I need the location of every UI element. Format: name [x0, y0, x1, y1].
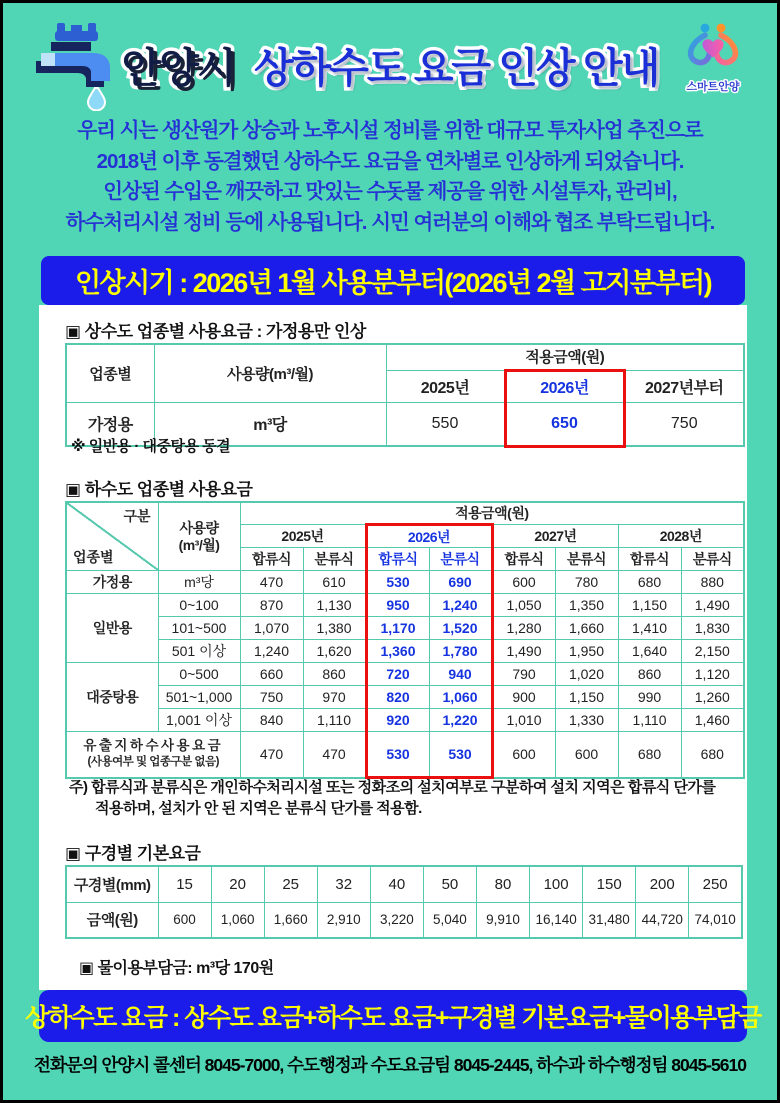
fee-cell: 1,150 [555, 686, 618, 709]
diameter-size: 32 [317, 866, 370, 902]
year-header-2026: 2026년 [366, 525, 492, 548]
year-header-2026: 2026년 [505, 370, 624, 402]
diameter-row-label: 구경별(mm) [66, 866, 158, 902]
fee-cell-2026: 950 [366, 594, 429, 617]
fee-cell-2026: 720 [366, 663, 429, 686]
diameter-heading: ▣ 구경별 기본요금 [65, 844, 201, 863]
header [3, 19, 777, 111]
diag-label-top: 구분 [123, 508, 151, 524]
fee-cell: 860 [303, 663, 366, 686]
amount-cell: 44,720 [636, 902, 689, 938]
fee-cell: 470 [303, 732, 366, 778]
smart-anyang-heart-people-icon [681, 21, 745, 75]
title-city: 안양시 [121, 45, 235, 91]
sewage-note-line1: 주) 합류식과 분류식은 개인하수처리시설 또는 정화조의 설치여부로 구분하여 설치 지역은 합류식 단가를 [69, 779, 716, 796]
fee-cell: 780 [555, 571, 618, 594]
fee-cell: 470 [240, 571, 303, 594]
fee-cell: 1,350 [555, 594, 618, 617]
fee-cell: 1,830 [681, 617, 744, 640]
amount-row-label: 금액(원) [66, 902, 158, 938]
table-row [66, 502, 744, 525]
sewage-heading: ▣ 하수도 업종별 사용요금 [65, 480, 253, 499]
fee-cell: 680 [618, 732, 681, 778]
diag-label-bottom: 업종별 [73, 549, 114, 565]
row-type: 가정용 [66, 402, 154, 446]
fee-cell: 1,330 [555, 709, 618, 732]
fee-cell-2026: 530 [429, 732, 492, 778]
amount-cell: 600 [158, 902, 211, 938]
table-row [66, 866, 742, 902]
fee-cell-2026: 1,220 [429, 709, 492, 732]
fee-cell: 1,490 [492, 640, 555, 663]
water-supply-heading: ▣ 상수도 업종별 사용요금 : 가정용만 인상 [65, 322, 366, 341]
diameter-size: 100 [530, 866, 583, 902]
table-row-bathhouse [66, 686, 744, 709]
row-type: 대중탕용 [66, 663, 158, 732]
fee-cell-2026: 940 [429, 663, 492, 686]
subcol-separate: 분류식 [303, 548, 366, 571]
fee-cell-2026: 690 [429, 571, 492, 594]
fee-cell: 1,110 [303, 709, 366, 732]
fee-cell: 660 [240, 663, 303, 686]
sewage-note [69, 777, 715, 819]
water-supply-table [65, 343, 745, 448]
sewage-note-line2: 적용하며, 설치가 안 된 지역은 분류식 단가를 적용함. [95, 800, 422, 817]
fee-cell: 1,240 [240, 640, 303, 663]
row-usage: 101~500 [158, 617, 240, 640]
fee-cell: 840 [240, 709, 303, 732]
subcol-combined: 합류식 [240, 548, 303, 571]
fee-cell: 600 [492, 732, 555, 778]
year-header-2025: 2025년 [386, 370, 505, 402]
amount-cell: 1,660 [264, 902, 317, 938]
amount-cell: 1,060 [211, 902, 264, 938]
table-row [66, 902, 742, 938]
table-row-general [66, 617, 744, 640]
groundwater-sublabel: (사용여부 및 업종구분 없음) [87, 756, 219, 769]
fee-cell: 1,380 [303, 617, 366, 640]
smart-anyang-logo [667, 21, 759, 94]
fee-cell-2026: 1,240 [429, 594, 492, 617]
fee-cell: 1,120 [681, 663, 744, 686]
content-panel [39, 305, 747, 990]
water-use-charge: ▣ 물이용부담금: m³당 170원 [79, 960, 274, 977]
subcol-separate: 분류식 [681, 548, 744, 571]
col-group-amount: 적용금액(원) [386, 344, 744, 370]
fee-cell: 900 [492, 686, 555, 709]
fee-cell: 2,150 [681, 640, 744, 663]
row-usage: m³당 [158, 571, 240, 594]
fee-cell: 880 [681, 571, 744, 594]
intro-paragraph [29, 116, 751, 238]
page-title [3, 35, 777, 94]
fee-cell-2026: 1,780 [429, 640, 492, 663]
diameter-size: 25 [264, 866, 317, 902]
fee-cell: 1,280 [492, 617, 555, 640]
row-type [66, 732, 240, 778]
fee-cell: 970 [303, 686, 366, 709]
subcol-combined: 합류식 [618, 548, 681, 571]
table-row [66, 344, 744, 370]
title-main: 상하수도 요금 인상 안내 [254, 45, 659, 91]
diameter-size: 200 [636, 866, 689, 902]
fee-cell: 1,130 [303, 594, 366, 617]
fee-cell-2026: 650 [505, 402, 624, 446]
diameter-table [65, 865, 743, 939]
diameter-size: 150 [583, 866, 636, 902]
amount-cell: 9,910 [476, 902, 529, 938]
table-row-general [66, 594, 744, 617]
table-row-groundwater [66, 732, 744, 778]
amount-cell: 2,910 [317, 902, 370, 938]
table-row-household [66, 571, 744, 594]
diameter-size: 40 [370, 866, 423, 902]
year-header-2027: 2027년 [492, 525, 618, 548]
table-row-general [66, 640, 744, 663]
fee-cell: 990 [618, 686, 681, 709]
fee-cell: 1,410 [618, 617, 681, 640]
fee-cell-2026: 1,520 [429, 617, 492, 640]
fee-cell: 1,620 [303, 640, 366, 663]
table-row-bathhouse [66, 663, 744, 686]
diameter-size: 250 [689, 866, 742, 902]
fee-cell: 1,050 [492, 594, 555, 617]
diagonal-header-cell [66, 502, 158, 571]
col-header-type: 업종별 [66, 344, 154, 402]
fee-cell: 790 [492, 663, 555, 686]
fee-cell: 1,070 [240, 617, 303, 640]
fee-cell: 1,010 [492, 709, 555, 732]
fee-cell: 610 [303, 571, 366, 594]
amount-cell: 31,480 [583, 902, 636, 938]
row-usage: 501~1,000 [158, 686, 240, 709]
fee-cell: 1,020 [555, 663, 618, 686]
fee-cell-2026: 1,170 [366, 617, 429, 640]
fee-cell: 1,110 [618, 709, 681, 732]
fee-cell-2026: 530 [366, 571, 429, 594]
amount-cell: 5,040 [423, 902, 476, 938]
intro-line: 하수처리시설 정비 등에 사용됩니다. 시민 여러분의 이해와 협조 부탁드립니다. [65, 210, 715, 234]
fee-cell: 1,640 [618, 640, 681, 663]
water-supply-note: ※ 일반용 · 대중탕용 동결 [71, 438, 231, 455]
row-type: 일반용 [66, 594, 158, 663]
fee-cell: 680 [618, 571, 681, 594]
diameter-size: 15 [158, 866, 211, 902]
diameter-size: 20 [211, 866, 264, 902]
total-fee-banner: 상하수도 요금 : 상수도 요금+하수도 요금+구경별 기본요금+물이용부담금 [39, 990, 747, 1042]
fee-cell: 680 [681, 732, 744, 778]
contact-footer: 전화문의 안양시 콜센터 8045-7000, 수도행정과 수도요금팀 8045-2445, 하수과 하수행정팀 8045-5610 [34, 1055, 746, 1075]
year-header-2028: 2028년 [618, 525, 744, 548]
col-header-usage: 사용량(m³/월) [154, 344, 386, 402]
diameter-size: 80 [476, 866, 529, 902]
fee-cell: 470 [240, 732, 303, 778]
subcol-separate: 분류식 [555, 548, 618, 571]
fee-cell-2026: 820 [366, 686, 429, 709]
intro-line: 2018년 이후 동결했던 상하수도 요금을 연차별로 인상하게 되었습니다. [96, 149, 684, 173]
fee-cell: 1,260 [681, 686, 744, 709]
col-header-usage [158, 502, 240, 571]
fee-cell: 1,460 [681, 709, 744, 732]
sewage-table [65, 501, 745, 779]
fee-cell-2026: 530 [366, 732, 429, 778]
fee-cell: 600 [492, 571, 555, 594]
fee-cell-2026: 1,360 [366, 640, 429, 663]
fee-cell: 1,660 [555, 617, 618, 640]
usage-label-line2: (m³/월) [178, 536, 220, 553]
intro-line: 인상된 수입은 깨끗하고 맛있는 수돗물 제공을 위한 시설투자, 관리비, [103, 180, 677, 203]
fee-cell: 1,950 [555, 640, 618, 663]
row-usage: 0~100 [158, 594, 240, 617]
fee-cell-2026: 920 [366, 709, 429, 732]
row-type: 가정용 [66, 571, 158, 594]
subcol-separate-2026: 분류식 [429, 548, 492, 571]
fee-cell: 750 [240, 686, 303, 709]
groundwater-label: 유출지하수사용요금 [83, 738, 224, 754]
subcol-combined: 합류식 [492, 548, 555, 571]
fee-cell: 550 [386, 402, 505, 446]
fee-cell: 1,150 [618, 594, 681, 617]
fee-cell: 1,490 [681, 594, 744, 617]
row-usage: 1,001 이상 [158, 709, 240, 732]
row-usage: m³당 [154, 402, 386, 446]
fee-cell: 860 [618, 663, 681, 686]
subcol-combined-2026: 합류식 [366, 548, 429, 571]
intro-line: 우리 시는 생산원가 상승과 노후시설 정비를 위한 대규모 투자사업 추진으로 [77, 119, 703, 142]
col-group-amount: 적용금액(원) [240, 502, 744, 525]
table-row-bathhouse [66, 709, 744, 732]
amount-cell: 74,010 [689, 902, 742, 938]
year-header-2027: 2027년부터 [624, 370, 744, 402]
fee-cell: 600 [555, 732, 618, 778]
fee-cell-2026: 1,060 [429, 686, 492, 709]
amount-cell: 16,140 [530, 902, 583, 938]
usage-label-line1: 사용량 [179, 519, 219, 536]
row-usage: 501 이상 [158, 640, 240, 663]
fee-cell: 750 [624, 402, 744, 446]
increase-date-banner: 인상시기 : 2026년 1월 사용분부터(2026년 2월 고지분부터) [41, 256, 745, 305]
diameter-size: 50 [423, 866, 476, 902]
logo-label: 스마트안양 [686, 81, 740, 93]
fee-cell: 870 [240, 594, 303, 617]
amount-cell: 3,220 [370, 902, 423, 938]
year-header-2025: 2025년 [240, 525, 366, 548]
row-usage: 0~500 [158, 663, 240, 686]
